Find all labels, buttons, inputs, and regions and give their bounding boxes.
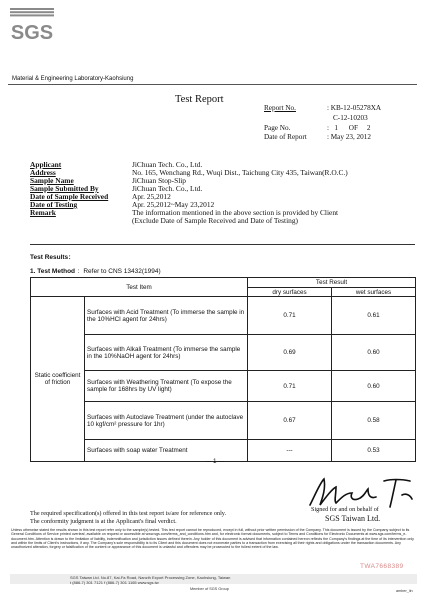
test-method (30, 266, 161, 275)
page-title: Test Report (175, 94, 224, 105)
corner-mark: amber_lin (396, 589, 413, 593)
test-item-cell: Surfaces with Autoclave Treatment (under the autoclave 10 kgf/cm² pressure for 1hr) (85, 402, 248, 440)
lab-name: Material & Engineering Laboratory-Kaohsiung (12, 76, 134, 82)
table-row (31, 371, 416, 402)
applicant-label (30, 217, 132, 225)
applicant-row (30, 217, 422, 225)
applicant-row (30, 169, 422, 177)
wet-result-cell: 0.58 (332, 402, 416, 440)
dry-result-cell: 0.69 (248, 335, 332, 371)
report-info (264, 104, 381, 143)
applicant-value: Apr. 25,2012 (132, 192, 171, 201)
applicant-value: The information mentioned in the above section is provided by Client (132, 208, 339, 217)
footer-contact: t (886-7) 301 7121 f (886-7) 301 1165 www.sgs.tw (70, 580, 159, 585)
report-no-value: : KB-12-05278XA (327, 104, 382, 112)
table-row (31, 297, 416, 335)
fine-print: Unless otherwise stated the results shown in this test report refer only to the sample(s) tested. This test report cannot be reproduced, except in full, without prior written permission of the Company. This document is issued by the Company subject to its General Conditions of Service printed overleaf, available on request or accessible at www.sgs.com/terms_and_conditions.htm and, for electronic format documents, subject to Terms and Conditions for Electronic Documents at www.sgs.com/terms_e-document.htm. Attention is drawn to the limitation of liability, indemnification and jurisdiction issues defined therein. Any holder of this document is advised that information contained hereon reflects the Company's findings at the time of its intervention only and within the limits of Client's instructions, if any. The Company's sole responsibility is to its Client and this document does not exonerate parties to a transaction from exercising all their rights and obligations under the transaction documents. Any unauthorized alteration, forgery or falsification of the content or appearance of this document is unlawful and offenders may be prosecuted to the fullest extent of the law. (11, 528, 414, 550)
applicant-label: Address (30, 168, 56, 177)
page-label: Page No. (264, 123, 291, 132)
dry-result-cell: 0.71 (248, 297, 332, 335)
applicant-value: JiChuan Stop-Slip (132, 176, 187, 185)
report-no-label: Report No. (264, 104, 296, 112)
serial-stamp: TWA7668389 (360, 563, 404, 570)
signature (306, 475, 416, 509)
wet-result-cell: 0.61 (332, 297, 416, 335)
member-note: Member of SGS Group (190, 587, 229, 591)
test-item-cell: Surfaces with soap water Treatment (85, 440, 248, 462)
applicant-value: JiChuan Tech. Co., Ltd. (132, 160, 203, 169)
applicant-value: No. 165, Wenchang Rd., Wuqi Dist., Taichung City 435, Taiwan(R.O.C.) (132, 168, 348, 177)
signed-by: Signed for and on behalf of (311, 506, 379, 513)
col-wet: wet surfaces (332, 288, 416, 297)
header-divider (8, 84, 417, 85)
table-row (31, 402, 416, 440)
results-table (30, 277, 416, 462)
dry-result-cell: 0.71 (248, 371, 332, 402)
wet-result-cell: 0.53 (332, 440, 416, 462)
wet-result-cell: 0.60 (332, 371, 416, 402)
footer-address: SGS Taiwan Ltd. No.87, Kai-Fa Road, Nanzih Export Processing Zone, Kaohsiung, Taiwan (70, 575, 231, 580)
wet-result-cell: 0.60 (332, 335, 416, 371)
spec-note: The required specification(s) offered in this test report is/are for reference only. (30, 510, 227, 517)
page-value: : 1 OF 2 (327, 123, 371, 132)
dry-result-cell: 0.67 (248, 402, 332, 440)
col-test-result: Test Result (248, 278, 416, 288)
applicant-block (30, 161, 422, 225)
test-method-value: ：Refer to CNS 13432(1994) (76, 268, 161, 275)
test-item-cell: Surfaces with Alkali Treatment (To immerse the sample in the 10%NaOH agent for 24hrs) (85, 335, 248, 371)
dry-result-cell: --- (248, 440, 332, 462)
date-label: Date of Report (264, 133, 307, 142)
col-dry: dry surfaces (248, 288, 332, 297)
sgs-logo (10, 8, 54, 42)
applicant-row (30, 193, 422, 201)
applicant-value: JiChuan Tech. Co., Ltd. (132, 184, 203, 193)
group-label: Static coefficient of friction (31, 297, 85, 462)
test-item-cell: Surfaces with Acid Treatment (To immerse the sample in the 10%HCl agent for 24hrs) (85, 297, 248, 335)
applicant-value: Apr. 25,2012~May 23,2012 (132, 200, 215, 209)
date-value: : May 23, 2012 (327, 133, 371, 142)
applicant-label: Sample Name (30, 176, 74, 185)
applicant-label: Sample Submitted By (30, 184, 99, 193)
table-row (31, 335, 416, 371)
col-test-item: Test Item (31, 278, 248, 297)
report-no-value-2: C-12-10203 (333, 113, 368, 122)
applicant-label: Applicant (30, 160, 62, 169)
test-item-cell: Surfaces with Weathering Treatment (To expose the sample for 168hrs by UV light) (85, 371, 248, 402)
applicant-value: (Exclude Date of Sample Received and Date of Testing) (132, 216, 298, 225)
applicant-label: Date of Testing (30, 200, 78, 209)
applicant-label: Remark (30, 208, 56, 217)
results-heading: Test Results： (30, 254, 75, 261)
conformity-note: The conformity judgment is at the Applicant's final verdict. (30, 518, 177, 525)
section-divider (30, 244, 415, 245)
applicant-label: Date of Sample Received (30, 192, 109, 201)
svg-text:SGS: SGS (10, 22, 54, 42)
test-method-label: 1. Test Method (30, 268, 76, 275)
page-marker: --- 1 --- (205, 458, 225, 465)
company-name: SGS Taiwan Ltd. (325, 514, 381, 523)
